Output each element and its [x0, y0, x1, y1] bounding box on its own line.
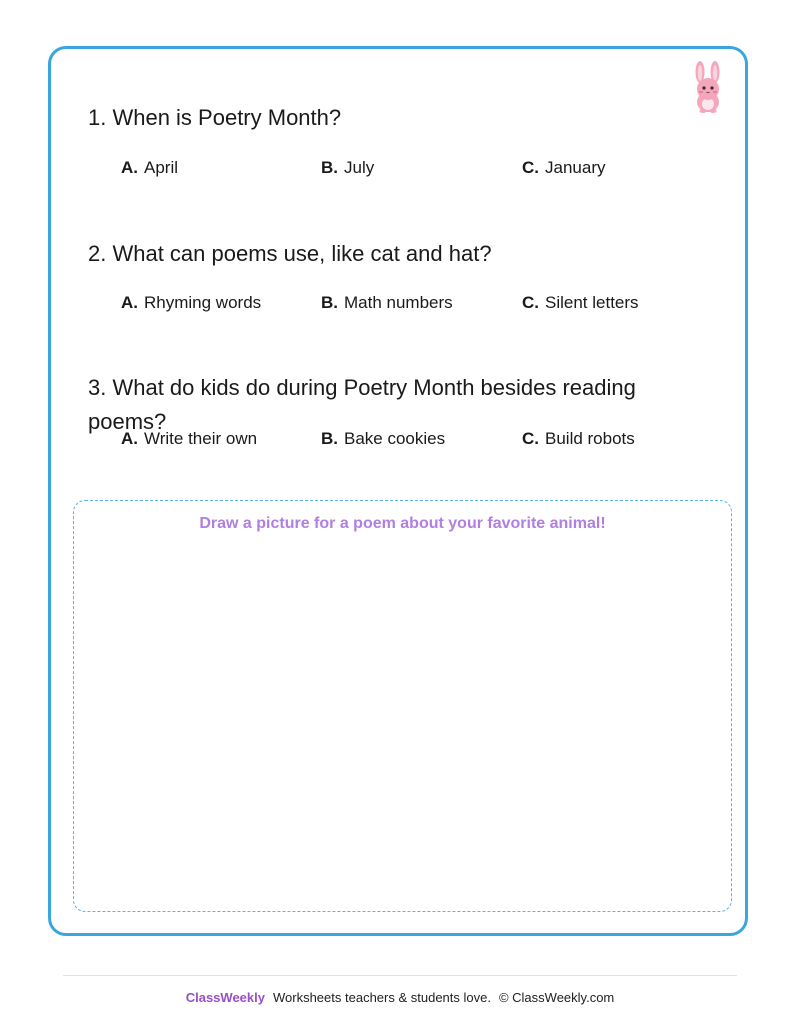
option-text: April: [144, 158, 179, 177]
question-2-option-a[interactable]: [121, 291, 261, 315]
question-3: 3. What do kids do during Poetry Month besides reading poems?: [88, 375, 636, 434]
question-2-options: [121, 291, 721, 315]
option-letter: B.: [321, 158, 338, 177]
option-letter: C.: [522, 429, 539, 448]
option-text: January: [545, 158, 606, 177]
drawing-prompt: Draw a picture for a poem about your favorite animal!: [199, 515, 606, 532]
question-1-option-a[interactable]: [121, 156, 178, 180]
bunny-icon: [686, 60, 730, 114]
drawing-area[interactable]: [73, 500, 732, 912]
question-1-option-c[interactable]: [522, 156, 605, 180]
option-text: Silent letters: [545, 293, 639, 312]
question-3-options: [121, 427, 721, 451]
option-text: Bake cookies: [344, 429, 446, 448]
option-text: Math numbers: [344, 293, 453, 312]
option-text: Rhyming words: [144, 293, 262, 312]
footer-tagline: Worksheets teachers & students love.: [272, 990, 491, 1005]
question-2-option-c[interactable]: [522, 291, 639, 315]
option-letter: B.: [321, 429, 338, 448]
question-3-option-c[interactable]: [522, 427, 635, 451]
option-letter: A.: [121, 429, 138, 448]
option-text: Write their own: [144, 429, 258, 448]
question-1-options: [121, 156, 721, 180]
option-text: Build robots: [545, 429, 635, 448]
option-letter: C.: [522, 293, 539, 312]
footer-brand: ClassWeekly: [185, 990, 265, 1005]
question-2-option-b[interactable]: [321, 291, 453, 315]
option-letter: A.: [121, 158, 138, 177]
option-letter: B.: [321, 293, 338, 312]
question-1-option-b[interactable]: [321, 156, 374, 180]
option-letter: A.: [121, 293, 138, 312]
footer-divider: [63, 975, 737, 976]
question-3-option-a[interactable]: [121, 427, 257, 451]
option-letter: C.: [522, 158, 539, 177]
footer-copyright: © ClassWeekly.com: [498, 990, 615, 1005]
question-1: 1. When is Poetry Month?: [88, 105, 342, 130]
question-3-option-b[interactable]: [321, 427, 445, 451]
question-2: 2. What can poems use, like cat and hat?: [88, 241, 492, 266]
option-text: July: [344, 158, 375, 177]
footer: [0, 990, 800, 1005]
